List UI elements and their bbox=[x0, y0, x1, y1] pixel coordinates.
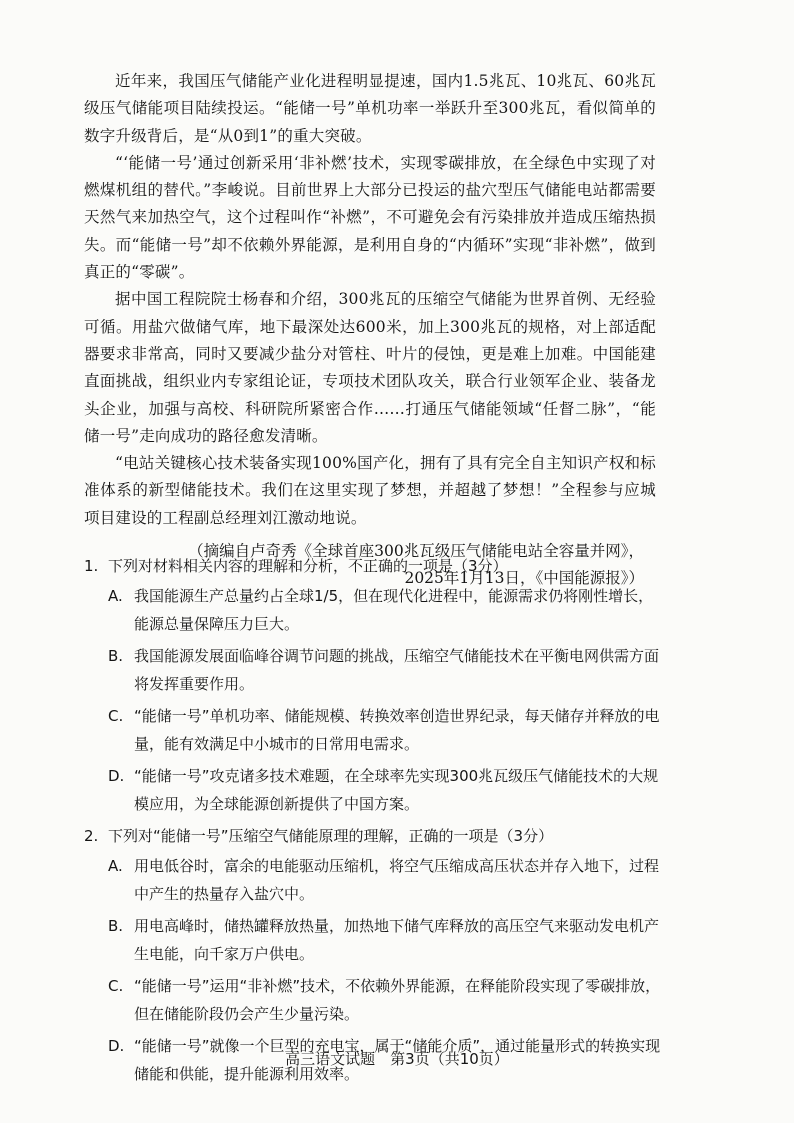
question-number: 1. bbox=[84, 557, 99, 575]
option-text: “能储一号”运用“非补燃”技术，不依赖外界能源，在释能阶段实现了零碳排放，但在储能阶段仍会产生少量污染。 bbox=[134, 977, 661, 1023]
option-c bbox=[108, 972, 664, 1028]
option-b bbox=[108, 912, 664, 968]
option-text: 用电低谷时，富余的电能驱动压缩机，将空气压缩成高压状态并存入地下，过程中产生的热量存入盐穴中。 bbox=[134, 857, 660, 903]
option-a bbox=[108, 582, 664, 638]
page-footer: 高三语文试题 第3页（共10页） bbox=[285, 1050, 509, 1068]
option-letter: D. bbox=[108, 1037, 125, 1055]
passage-paragraph: “‘能储一号’通过创新采用‘非补燃’技术，实现零碳排放，在全绿色中实现了对燃煤机组的替代。”李峻说。目前世界上大部分已投运的盐穴型压气储能电站都需要天然气来加热空气，这个过程叫作“补燃”，不可避免会有污染排放并造成压缩热损失。而“能储一号”却不依赖外界能源，是利用自身的“内循环”实现“非补燃”，做到真正的“零碳”。 bbox=[84, 153, 656, 282]
option-letter: A. bbox=[108, 857, 123, 875]
option-letter: A. bbox=[108, 587, 123, 605]
option-d bbox=[108, 762, 664, 818]
option-letter: D. bbox=[108, 767, 125, 785]
question-number: 2. bbox=[84, 827, 99, 845]
question-text: 下列对“能储一号”压缩空气储能原理的理解，正确的一项是（3分） bbox=[108, 827, 554, 845]
passage-paragraph: 据中国工程院院士杨春和介绍，300兆瓦的压缩空气储能为世界首例、无经验可循。用盐穴做储气库，地下最深处达600米，加上300兆瓦的规格，对上部适配器要求非常高，同时又要减少盐分对管柱、叶片的侵蚀，更是难上加难。中国能建直面挑战，组织业内专家组论证，专项技术团队攻关，联合行业领军企业、装备龙头企业，加强与高校、科研院所紧密合作……打通压气储能领域“任督二脉”，“能储一号”走向成功的路径愈发清晰。 bbox=[84, 290, 656, 445]
question-text: 下列对材料相关内容的理解和分析，不正确的一项是（3分） bbox=[108, 557, 508, 575]
question-list bbox=[84, 552, 664, 1092]
option-text: 我国能源生产总量约占全球1/5，但在现代化进程中，能源需求仍将刚性增长，能源总量保障压力巨大。 bbox=[134, 587, 654, 633]
option-text: “能储一号”攻克诸多技术难题，在全球率先实现300兆瓦级压气储能技术的大规模应用，为全球能源创新提供了中国方案。 bbox=[134, 767, 659, 813]
option-a bbox=[108, 852, 664, 908]
option-text: 我国能源发展面临峰谷调节问题的挑战，压缩空气储能技术在平衡电网供需方面将发挥重要作用。 bbox=[134, 647, 660, 693]
option-letter: B. bbox=[108, 917, 124, 935]
source-line-1: （摘编自卢奇秀《全球首座300兆瓦级压气储能电站全容量并网》， bbox=[188, 542, 644, 561]
option-b bbox=[108, 642, 664, 698]
option-text: “能储一号”就像一个巨型的充电宝，属于“储能介质”，通过能量形式的转换实现储能和供能，提升能源利用效率。 bbox=[134, 1037, 661, 1083]
option-c bbox=[108, 702, 664, 758]
option-letter: B. bbox=[108, 647, 124, 665]
question-stem bbox=[84, 822, 664, 850]
question-stem bbox=[84, 552, 664, 580]
option-letter: C. bbox=[108, 977, 124, 995]
passage-paragraph: 近年来，我国压气储能产业化进程明显提速，国内1.5兆瓦、10兆瓦、60兆瓦级压气储能项目陆续投运。“能储一号”单机功率一举跃升至300兆瓦，看似简单的数字升级背后，是“从0到1”的重大突破。 bbox=[84, 72, 656, 145]
option-text: 用电高峰时，储热罐释放热量，加热地下储气库释放的高压空气来驱动发电机产生电能，向千家万户供电。 bbox=[134, 917, 660, 963]
question-1 bbox=[84, 552, 664, 818]
option-letter: C. bbox=[108, 707, 124, 725]
source-line-2: 2025年1月13日，《中国能源报》） bbox=[404, 569, 644, 588]
option-text: “能储一号”单机功率、储能规模、转换效率创造世界纪录，每天储存并释放的电量，能有效满足中小城市的日常用电需求。 bbox=[134, 707, 660, 753]
passage-paragraph: “电站关键核心技术装备实现100%国产化，拥有了具有完全自主知识产权和标准体系的新型储能技术。我们在这里实现了梦想，并超越了梦想！”全程参与应城项目建设的工程副总经理刘江激动地说。 bbox=[84, 454, 656, 527]
reading-passage bbox=[84, 68, 656, 593]
